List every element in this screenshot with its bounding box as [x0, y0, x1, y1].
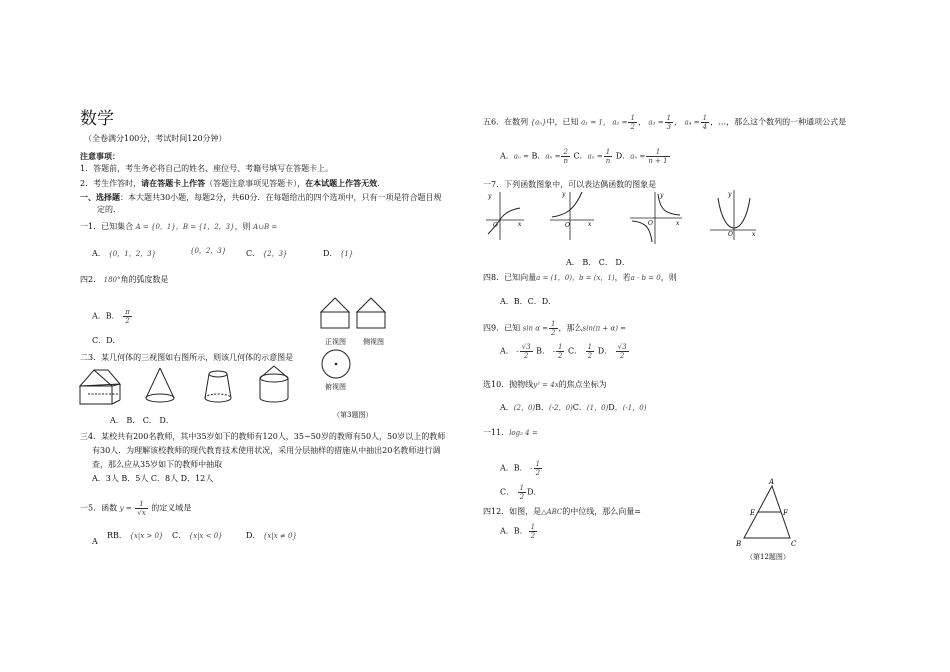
- question-8-stem: 四8．已知向量a = (1，0)，b = (x，1)，若a · b = 0，则: [483, 273, 677, 282]
- question-5-option-a: A: [92, 537, 98, 546]
- question-7-stem: 一7．下列函数图象中，可以表达偶函数的图象是: [483, 180, 657, 189]
- question-1-option-d: D． {1}: [323, 249, 354, 258]
- question-4-line-1: 三4．某校共有200名教师，其中35岁如下的教师有120人，35~50岁的教师有50人，50岁以上的教师: [80, 432, 446, 441]
- vertex-a-label: A: [769, 478, 775, 486]
- question-5-option-b: RB． {x|x > 0}: [107, 531, 164, 540]
- front-view-label: 正视图: [325, 338, 346, 346]
- graph-d-x-label: x: [752, 231, 756, 238]
- question-6-stem: 五6．在数列 {aₙ}中，已知 a₁ = 1， a₂ = $\frac{1}{2}$ ， a₃ = $\frac{1}{3}$ ， a₄ = $\frac{1}{4}$ ，…，那么这个数列的一种通项公式是: [483, 114, 847, 131]
- question-4-line-3: 查，那么应从35岁如下的教师中抽取: [92, 460, 223, 469]
- question-5-option-d: D． {x|x ≠ 0}: [246, 531, 297, 540]
- question-5-option-c: C． {x|x < 0}: [172, 531, 223, 540]
- exam-title: 数学: [80, 109, 114, 129]
- question-1-option-a: A． {0，1，2，3}: [92, 249, 157, 258]
- point-e-label: E: [750, 509, 756, 517]
- question-4-line-2: 有30人．为理解该校教师的现代教育技术使用状况，采用分层抽样的措施从中抽出20名教师进行调: [92, 446, 441, 455]
- question-2-stem: 四2． 180°角的弧度数是: [80, 275, 169, 284]
- question-3-stem: 二3．某几何体的三视图如右图所示，则该几何体的示意图是: [80, 353, 294, 362]
- question-10-stem: 选10．抛物线y² = 4x的焦点坐标为: [483, 380, 607, 389]
- graph-b-y-label: y: [562, 191, 566, 198]
- section-1-intro-cont: 定的．: [97, 205, 121, 214]
- front-view-diagram: [318, 296, 388, 336]
- graph-c-y-label: y: [660, 192, 664, 199]
- question-11-options-ab: A．B． - $\frac{1}{2}$: [500, 460, 541, 477]
- question-8-options: A．B．C．D．: [500, 297, 557, 306]
- section-1-intro: 一、选择题：本大题共30小题，每题2分，共60分．在每题给出的四个选项中，只有一项是符合题目规: [80, 192, 442, 202]
- question-11-stem: 一11．log₂ 4 =: [483, 428, 538, 437]
- question-1-stem: 一1．已知集合 A = {0，1}，B = {1，2，3}，则 A∪B =: [80, 222, 278, 231]
- graph-c-origin-label: O: [648, 220, 653, 227]
- graph-d-origin-label: O: [728, 231, 733, 238]
- question-12-options: A．B． $\frac{1}{2}$: [500, 523, 536, 540]
- point-f-label: F: [783, 509, 788, 517]
- question-3-solids: [78, 364, 308, 410]
- graph-b-x-label: x: [588, 221, 592, 228]
- question-10-options: A．(2，0)B．(-2，0)C．(1，0)D．(-1，0): [500, 403, 647, 412]
- question-2-options-ab: A．B． $\frac{\pi}{2}$: [92, 308, 130, 325]
- question-5-stem: 一5．函数 y = $\frac{1}{√x}$ 的定义域是: [80, 500, 192, 517]
- question-4-options: A．3人 B．5人 C．8人 D．12人: [92, 474, 214, 483]
- notice-2: 2．考生作答时，请在答题卡上作答（答题注意事项见答题卡），在本试题上作答无效.: [80, 178, 380, 188]
- notice-heading: 注意事项：: [80, 151, 120, 161]
- question-1-option-c: C． {2，3}: [246, 249, 288, 258]
- question-7-graphs: [482, 188, 762, 248]
- graph-a-origin-label: O: [493, 222, 498, 229]
- question-11-options-cd: C． $\frac{1}{2}$ D．: [500, 484, 542, 501]
- graph-d-y-label: y: [728, 191, 732, 198]
- question-3-caption: （第3题图）: [333, 411, 373, 419]
- question-2-options-cd: C．D．: [92, 336, 121, 345]
- graph-c-x-label: x: [676, 220, 680, 227]
- question-9-options: A． - $\frac{√3}{2}$ B． - $\frac{1}{2}$ C． $\frac{1}{2}$ D． $\frac{√3}{2}$: [500, 343, 627, 360]
- side-view-label: 侧视图: [363, 338, 384, 346]
- question-6-options: A．aₙ = B．aₙ = $\frac{2}{n}$ C．aₙ = $\frac{1}{n}$ D．aₙ = $\frac{1}{n + 1}$: [500, 148, 668, 165]
- question-9-stem: 四9．已知 sin α = $\frac{1}{2}$ ，那么sin(π + α) =: [483, 320, 627, 337]
- graph-a-x-label: x: [518, 221, 522, 228]
- question-12-caption: （第12题图）: [746, 553, 790, 561]
- vertex-c-label: C: [791, 540, 797, 548]
- top-view-diagram: [320, 348, 352, 380]
- exam-subtitle: （全卷满分100分，考试时间120分钟）: [84, 134, 227, 143]
- vertex-b-label: B: [736, 540, 742, 548]
- graph-b-origin-label: O: [565, 222, 570, 229]
- triangle-abc-diagram: [730, 476, 800, 550]
- top-view-label: 俯视图: [325, 383, 346, 391]
- question-3-options: A． B． C． D．: [110, 416, 174, 425]
- question-12-stem: 四12．如图，是△ABC的中位线，那么向量=: [483, 507, 641, 516]
- graph-a-y-label: y: [488, 193, 492, 200]
- question-1-option-b: {0，2，3}: [190, 247, 227, 255]
- question-7-options: A． B． C． D．: [566, 258, 630, 267]
- notice-1: 1．答题前，考生务必将自己的姓名、座位号、考籍号填写在答题卡上。: [80, 164, 334, 173]
